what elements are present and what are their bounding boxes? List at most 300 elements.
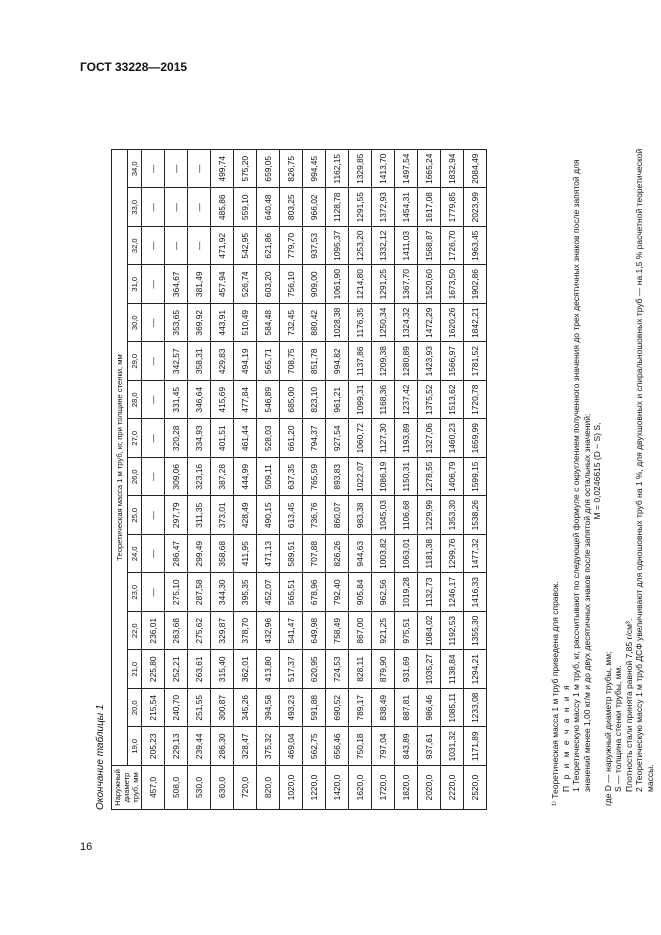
mass-cell: 275,10 bbox=[165, 573, 188, 612]
thickness-header: 26,0 bbox=[128, 458, 142, 497]
mass-cell: 299,49 bbox=[188, 535, 211, 574]
mass-cell: 1132,73 bbox=[418, 573, 441, 612]
thickness-header: 23,0 bbox=[128, 573, 142, 612]
mass-cell: 1659,99 bbox=[464, 419, 487, 458]
mass-cell: 297,79 bbox=[165, 496, 188, 535]
mass-cell: — bbox=[142, 342, 165, 381]
formula-where-s: S — толщина стенки трубы, мм. bbox=[613, 665, 623, 792]
mass-cell: 509,11 bbox=[257, 458, 280, 497]
note-1: 1 Теоретическую массу 1 м труб, кг, рассчитывают по следующей формуле с округлением полученного значения до трех десятичных знаков после запятой для значений менее 1,00 кг/м и до двух десятичных знаков после запятой для остальных значений: bbox=[571, 159, 592, 792]
mass-cell: 1106,68 bbox=[395, 496, 418, 535]
mass-cell: 369,92 bbox=[188, 304, 211, 343]
mass-cell: 1413,70 bbox=[372, 150, 395, 189]
diameter-cell: 1820,0 bbox=[395, 766, 418, 810]
mass-cell: 1454,31 bbox=[395, 188, 418, 227]
mass-cell: 1193,89 bbox=[395, 419, 418, 458]
mass-cell: — bbox=[142, 150, 165, 189]
diameter-cell: 820,0 bbox=[257, 766, 280, 810]
diameter-cell: 2020,0 bbox=[418, 766, 441, 810]
mass-cell: 490,15 bbox=[257, 496, 280, 535]
mass-cell: — bbox=[142, 419, 165, 458]
mass-cell: 373,01 bbox=[211, 496, 234, 535]
formula-where-d: где D — наружный диаметр трубы, мм; bbox=[602, 651, 613, 806]
mass-cell: 311,35 bbox=[188, 496, 211, 535]
mass-cell: 1294,21 bbox=[464, 650, 487, 689]
mass-cell: 443,91 bbox=[211, 304, 234, 343]
mass-cell: 1832,94 bbox=[441, 150, 464, 189]
mass-cell: 758,49 bbox=[326, 612, 349, 651]
mass-table bbox=[111, 149, 487, 810]
mass-cell: 1779,85 bbox=[441, 188, 464, 227]
mass-cell: — bbox=[142, 458, 165, 497]
mass-cell: 826,26 bbox=[326, 535, 349, 574]
mass-cell: 1411,03 bbox=[395, 227, 418, 266]
mass-cell: — bbox=[142, 227, 165, 266]
mass-cell: 1162,15 bbox=[326, 150, 349, 189]
mass-cell: 685,00 bbox=[280, 381, 303, 420]
mass-cell: 1416,33 bbox=[464, 573, 487, 612]
mass-cell: 690,52 bbox=[326, 689, 349, 728]
mass-cell: 994,82 bbox=[326, 342, 349, 381]
mass-cell: 591,88 bbox=[303, 689, 326, 728]
mass-cell: 1028,38 bbox=[326, 304, 349, 343]
mass-cell: 589,51 bbox=[280, 535, 303, 574]
mass-cell: 471,13 bbox=[257, 535, 280, 574]
mass-cell: 364,67 bbox=[165, 265, 188, 304]
thickness-header: 19,0 bbox=[128, 727, 142, 766]
mass-cell: 1137,86 bbox=[349, 342, 372, 381]
mass-cell: 1568,87 bbox=[418, 227, 441, 266]
mass-cell: 779,70 bbox=[280, 227, 303, 266]
mass-cell: 921,25 bbox=[372, 612, 395, 651]
thickness-header: 30,0 bbox=[128, 304, 142, 343]
mass-cell: — bbox=[188, 150, 211, 189]
mass-cell: 986,46 bbox=[418, 689, 441, 728]
mass-cell: 429,83 bbox=[211, 342, 234, 381]
mass-cell: 1513,62 bbox=[441, 381, 464, 420]
mass-cell: 1406,79 bbox=[441, 458, 464, 497]
mass-cell: 887,81 bbox=[395, 689, 418, 728]
mass-cell: 1229,99 bbox=[418, 496, 441, 535]
mass-cell: 983,38 bbox=[349, 496, 372, 535]
diameter-cell: 1220,0 bbox=[303, 766, 326, 810]
mass-cell: 240,70 bbox=[165, 689, 188, 728]
mass-cell: 1355,30 bbox=[464, 612, 487, 651]
mass-cell: 1085,11 bbox=[441, 689, 464, 728]
diameter-cell: 630,0 bbox=[211, 766, 234, 810]
mass-cell: 1324,32 bbox=[395, 304, 418, 343]
table-notes bbox=[550, 136, 655, 806]
mass-cell: 620,95 bbox=[303, 650, 326, 689]
mass-cell: 381,49 bbox=[188, 265, 211, 304]
mass-cell: 640,48 bbox=[257, 188, 280, 227]
mass-cell: 1902,86 bbox=[464, 265, 487, 304]
thickness-header: 31,0 bbox=[128, 265, 142, 304]
mass-cell: 541,47 bbox=[280, 612, 303, 651]
mass-cell: 661,20 bbox=[280, 419, 303, 458]
mass-cell: 428,49 bbox=[234, 496, 257, 535]
mass-cell: 603,20 bbox=[257, 265, 280, 304]
mass-formula: M = 0,0246615 (D − S) S, bbox=[592, 422, 602, 520]
mass-cell: 1520,60 bbox=[418, 265, 441, 304]
mass-cell: 1329,85 bbox=[349, 150, 372, 189]
mass-cell: 1299,76 bbox=[441, 535, 464, 574]
mass-cell: 546,89 bbox=[257, 381, 280, 420]
mass-cell: 1599,15 bbox=[464, 458, 487, 497]
mass-cell: 937,61 bbox=[418, 727, 441, 766]
mass-cell: 838,49 bbox=[372, 689, 395, 728]
mass-cell: 225,80 bbox=[142, 650, 165, 689]
thickness-header: 24,0 bbox=[128, 535, 142, 574]
table-row bbox=[441, 150, 464, 810]
mass-cell: 1035,27 bbox=[418, 650, 441, 689]
diameter-cell: 508,0 bbox=[165, 766, 188, 810]
table-continuation-title: Окончание таблицы 1 bbox=[95, 704, 106, 810]
thickness-header: 28,0 bbox=[128, 381, 142, 420]
table-row bbox=[418, 150, 441, 810]
mass-cell: 300,87 bbox=[211, 689, 234, 728]
mass-cell: 344,30 bbox=[211, 573, 234, 612]
mass-cell: — bbox=[142, 381, 165, 420]
mass-cell: 1233,08 bbox=[464, 689, 487, 728]
table-row bbox=[372, 150, 395, 810]
mass-cell: 562,75 bbox=[303, 727, 326, 766]
mass-cell: 452,07 bbox=[257, 573, 280, 612]
thickness-header: 32,0 bbox=[128, 227, 142, 266]
mass-cell: 510,49 bbox=[234, 304, 257, 343]
mass-cell: 905,84 bbox=[349, 573, 372, 612]
mass-cell: 937,53 bbox=[303, 227, 326, 266]
group-header: Теоретическая масса 1 м труб, кг, при толщине стенки, мм bbox=[112, 150, 128, 766]
mass-cell: 1099,31 bbox=[349, 381, 372, 420]
mass-cell: 353,65 bbox=[165, 304, 188, 343]
mass-cell: — bbox=[165, 227, 188, 266]
mass-cell: 331,45 bbox=[165, 381, 188, 420]
table-row bbox=[349, 150, 372, 810]
mass-cell: 1060,72 bbox=[349, 419, 372, 458]
diameter-cell: 1720,0 bbox=[372, 766, 395, 810]
table-row bbox=[211, 150, 234, 810]
mass-cell: — bbox=[142, 188, 165, 227]
mass-cell: 789,17 bbox=[349, 689, 372, 728]
notes-heading: П р и м е ч а н и я bbox=[560, 683, 571, 792]
mass-cell: 613,45 bbox=[280, 496, 303, 535]
landscape-block bbox=[95, 130, 655, 810]
mass-cell: — bbox=[142, 573, 165, 612]
mass-cell: 828,11 bbox=[349, 650, 372, 689]
mass-cell: 851,78 bbox=[303, 342, 326, 381]
mass-cell: 621,86 bbox=[257, 227, 280, 266]
mass-cell: 826,75 bbox=[280, 150, 303, 189]
mass-cell: 378,70 bbox=[234, 612, 257, 651]
mass-cell: 1171,89 bbox=[464, 727, 487, 766]
mass-cell: 1372,93 bbox=[372, 188, 395, 227]
mass-cell: 395,35 bbox=[234, 573, 257, 612]
table-row bbox=[326, 150, 349, 810]
mass-cell: 413,80 bbox=[257, 650, 280, 689]
mass-cell: 575,20 bbox=[234, 150, 257, 189]
mass-cell: 375,32 bbox=[257, 727, 280, 766]
mass-cell: 394,58 bbox=[257, 689, 280, 728]
mass-cell: 252,21 bbox=[165, 650, 188, 689]
mass-cell: 1192,53 bbox=[441, 612, 464, 651]
mass-cell: 843,89 bbox=[395, 727, 418, 766]
mass-cell: 765,59 bbox=[303, 458, 326, 497]
diameter-cell: 1420,0 bbox=[326, 766, 349, 810]
mass-cell: 1086,19 bbox=[372, 458, 395, 497]
mass-cell: 1095,37 bbox=[326, 227, 349, 266]
mass-cell: 803,25 bbox=[280, 188, 303, 227]
mass-cell: 659,05 bbox=[257, 150, 280, 189]
mass-cell: 1353,30 bbox=[441, 496, 464, 535]
table-row bbox=[188, 150, 211, 810]
mass-cell: 1237,42 bbox=[395, 381, 418, 420]
mass-cell: 1250,34 bbox=[372, 304, 395, 343]
diameter-cell: 2520,0 bbox=[464, 766, 487, 810]
mass-cell: 1497,54 bbox=[395, 150, 418, 189]
mass-cell: 565,51 bbox=[280, 573, 303, 612]
document-header: ГОСТ 33228—2015 bbox=[80, 60, 188, 74]
mass-cell: 493,23 bbox=[280, 689, 303, 728]
table-row bbox=[464, 150, 487, 810]
corner-header: Наружный диаметр труб, мм bbox=[112, 766, 142, 810]
table-row bbox=[257, 150, 280, 810]
mass-cell: 584,48 bbox=[257, 304, 280, 343]
mass-cell: 1209,38 bbox=[372, 342, 395, 381]
mass-cell: 1472,29 bbox=[418, 304, 441, 343]
mass-cell: 309,06 bbox=[165, 458, 188, 497]
mass-cell: 724,53 bbox=[326, 650, 349, 689]
mass-cell: 499,74 bbox=[211, 150, 234, 189]
mass-cell: 944,63 bbox=[349, 535, 372, 574]
mass-cell: 345,26 bbox=[234, 689, 257, 728]
thickness-header: 25,0 bbox=[128, 496, 142, 535]
thickness-header: 34,0 bbox=[128, 150, 142, 189]
diameter-cell: 720,0 bbox=[234, 766, 257, 810]
mass-cell: 1327,06 bbox=[418, 419, 441, 458]
mass-cell: 1842,21 bbox=[464, 304, 487, 343]
mass-cell: 1460,23 bbox=[441, 419, 464, 458]
mass-cell: 387,28 bbox=[211, 458, 234, 497]
diameter-cell: 2220,0 bbox=[441, 766, 464, 810]
mass-cell: 1063,01 bbox=[395, 535, 418, 574]
mass-cell: 323,16 bbox=[188, 458, 211, 497]
mass-cell: 286,30 bbox=[211, 727, 234, 766]
mass-cell: 1538,26 bbox=[464, 496, 487, 535]
mass-cell: 1022,07 bbox=[349, 458, 372, 497]
mass-cell: — bbox=[188, 227, 211, 266]
mass-cell: 794,37 bbox=[303, 419, 326, 458]
mass-cell: 1150,31 bbox=[395, 458, 418, 497]
mass-cell: 1291,25 bbox=[372, 265, 395, 304]
mass-cell: 909,00 bbox=[303, 265, 326, 304]
mass-cell: 239,44 bbox=[188, 727, 211, 766]
mass-cell: 1375,52 bbox=[418, 381, 441, 420]
mass-cell: 1128,78 bbox=[326, 188, 349, 227]
note-2: 2 Теоретическую массу 1 м труб ДСФ увеличивают для одношовных труб на 1 %, для двухшовных и спиральношовных труб — на 1,5 % расчетной теоретической массы. bbox=[634, 148, 655, 792]
mass-cell: 736,76 bbox=[303, 496, 326, 535]
mass-cell: — bbox=[188, 188, 211, 227]
mass-cell: 823,10 bbox=[303, 381, 326, 420]
mass-cell: 880,42 bbox=[303, 304, 326, 343]
mass-cell: 1168,36 bbox=[372, 381, 395, 420]
mass-cell: 1127,30 bbox=[372, 419, 395, 458]
thickness-header: 21,0 bbox=[128, 650, 142, 689]
mass-cell: 1031,32 bbox=[441, 727, 464, 766]
mass-cell: 1045,03 bbox=[372, 496, 395, 535]
mass-cell: 401,51 bbox=[211, 419, 234, 458]
mass-cell: 444,99 bbox=[234, 458, 257, 497]
mass-cell: 1278,55 bbox=[418, 458, 441, 497]
mass-cell: 707,88 bbox=[303, 535, 326, 574]
mass-cell: 962,56 bbox=[372, 573, 395, 612]
mass-cell: 517,37 bbox=[280, 650, 303, 689]
page-number: 16 bbox=[80, 841, 93, 853]
mass-cell: 2084,49 bbox=[464, 150, 487, 189]
mass-cell: 708,75 bbox=[280, 342, 303, 381]
mass-cell: 1084,02 bbox=[418, 612, 441, 651]
mass-cell: 1003,82 bbox=[372, 535, 395, 574]
diameter-cell: 1620,0 bbox=[349, 766, 372, 810]
mass-cell: 1720,78 bbox=[464, 381, 487, 420]
mass-cell: 994,45 bbox=[303, 150, 326, 189]
thickness-header: 33,0 bbox=[128, 188, 142, 227]
mass-cell: 1214,80 bbox=[349, 265, 372, 304]
mass-cell: 750,18 bbox=[349, 727, 372, 766]
mass-cell: 471,92 bbox=[211, 227, 234, 266]
mass-cell: 485,86 bbox=[211, 188, 234, 227]
mass-cell: 1665,24 bbox=[418, 150, 441, 189]
mass-cell: 1963,45 bbox=[464, 227, 487, 266]
table-row bbox=[165, 150, 188, 810]
table-row bbox=[280, 150, 303, 810]
mass-cell: 678,96 bbox=[303, 573, 326, 612]
mass-cell: 1781,52 bbox=[464, 342, 487, 381]
mass-cell: 263,68 bbox=[165, 612, 188, 651]
mass-cell: 432,96 bbox=[257, 612, 280, 651]
mass-cell: 1423,93 bbox=[418, 342, 441, 381]
mass-cell: 1138,84 bbox=[441, 650, 464, 689]
mass-cell: 1253,20 bbox=[349, 227, 372, 266]
mass-cell: 1673,50 bbox=[441, 265, 464, 304]
mass-cell: 286,47 bbox=[165, 535, 188, 574]
mass-cell: 649,98 bbox=[303, 612, 326, 651]
mass-cell: 358,68 bbox=[211, 535, 234, 574]
mass-cell: 542,95 bbox=[234, 227, 257, 266]
mass-cell: 1617,08 bbox=[418, 188, 441, 227]
mass-cell: — bbox=[142, 265, 165, 304]
mass-cell: — bbox=[142, 535, 165, 574]
mass-cell: 732,45 bbox=[280, 304, 303, 343]
footnote: ¹⁾ Теоретическая масса 1 м труб приведена для справок. bbox=[550, 581, 560, 806]
mass-cell: 792,40 bbox=[326, 573, 349, 612]
mass-cell: 334,93 bbox=[188, 419, 211, 458]
mass-cell: 362,01 bbox=[234, 650, 257, 689]
mass-cell: 342,57 bbox=[165, 342, 188, 381]
mass-cell: 1176,35 bbox=[349, 304, 372, 343]
mass-cell: 358,31 bbox=[188, 342, 211, 381]
mass-cell: 320,28 bbox=[165, 419, 188, 458]
diameter-cell: 1020,0 bbox=[280, 766, 303, 810]
mass-cell: 251,55 bbox=[188, 689, 211, 728]
thickness-header: 20,0 bbox=[128, 689, 142, 728]
mass-cell: — bbox=[142, 496, 165, 535]
mass-cell: — bbox=[165, 150, 188, 189]
mass-cell: 1181,38 bbox=[418, 535, 441, 574]
mass-cell: — bbox=[142, 304, 165, 343]
mass-cell: 893,83 bbox=[326, 458, 349, 497]
mass-cell: 756,10 bbox=[280, 265, 303, 304]
mass-cell: 966,02 bbox=[303, 188, 326, 227]
mass-cell: 411,95 bbox=[234, 535, 257, 574]
mass-cell: 860,07 bbox=[326, 496, 349, 535]
mass-cell: 215,54 bbox=[142, 689, 165, 728]
mass-cell: 656,46 bbox=[326, 727, 349, 766]
mass-cell: 1477,32 bbox=[464, 535, 487, 574]
mass-cell: 494,19 bbox=[234, 342, 257, 381]
mass-cell: 1246,17 bbox=[441, 573, 464, 612]
table-row bbox=[142, 150, 165, 810]
mass-cell: 2023,99 bbox=[464, 188, 487, 227]
table-row bbox=[395, 150, 418, 810]
mass-cell: 1061,90 bbox=[326, 265, 349, 304]
mass-cell: 329,87 bbox=[211, 612, 234, 651]
mass-cell: 867,00 bbox=[349, 612, 372, 651]
mass-cell: 346,64 bbox=[188, 381, 211, 420]
mass-cell: 559,10 bbox=[234, 188, 257, 227]
mass-cell: 236,01 bbox=[142, 612, 165, 651]
mass-cell: 879,90 bbox=[372, 650, 395, 689]
mass-cell: 1367,70 bbox=[395, 265, 418, 304]
mass-cell: 931,69 bbox=[395, 650, 418, 689]
mass-cell: 526,74 bbox=[234, 265, 257, 304]
mass-cell: 975,51 bbox=[395, 612, 418, 651]
mass-cell: 1620,26 bbox=[441, 304, 464, 343]
mass-cell: 287,58 bbox=[188, 573, 211, 612]
table-row bbox=[303, 150, 326, 810]
mass-cell: 469,04 bbox=[280, 727, 303, 766]
mass-cell: 415,69 bbox=[211, 381, 234, 420]
mass-cell: 328,47 bbox=[234, 727, 257, 766]
mass-cell: 457,94 bbox=[211, 265, 234, 304]
mass-cell: 263,61 bbox=[188, 650, 211, 689]
mass-cell: 797,04 bbox=[372, 727, 395, 766]
mass-cell: 1726,70 bbox=[441, 227, 464, 266]
mass-cell: — bbox=[165, 188, 188, 227]
mass-cell: 1280,89 bbox=[395, 342, 418, 381]
diameter-cell: 530,0 bbox=[188, 766, 211, 810]
mass-cell: 1291,55 bbox=[349, 188, 372, 227]
mass-cell: 477,84 bbox=[234, 381, 257, 420]
mass-cell: 1566,97 bbox=[441, 342, 464, 381]
mass-cell: 961,21 bbox=[326, 381, 349, 420]
steel-density: Плотность стали принята равной 7,85 г/см³. bbox=[623, 618, 634, 792]
thickness-header: 29,0 bbox=[128, 342, 142, 381]
mass-cell: 205,23 bbox=[142, 727, 165, 766]
table-row bbox=[234, 150, 257, 810]
mass-cell: 1332,12 bbox=[372, 227, 395, 266]
mass-cell: 565,71 bbox=[257, 342, 280, 381]
thickness-header: 22,0 bbox=[128, 612, 142, 651]
diameter-cell: 457,0 bbox=[142, 766, 165, 810]
mass-cell: 275,62 bbox=[188, 612, 211, 651]
mass-cell: 637,35 bbox=[280, 458, 303, 497]
mass-cell: 229,13 bbox=[165, 727, 188, 766]
mass-cell: 528,03 bbox=[257, 419, 280, 458]
mass-cell: 461,44 bbox=[234, 419, 257, 458]
thickness-header: 27,0 bbox=[128, 419, 142, 458]
mass-cell: 927,54 bbox=[326, 419, 349, 458]
